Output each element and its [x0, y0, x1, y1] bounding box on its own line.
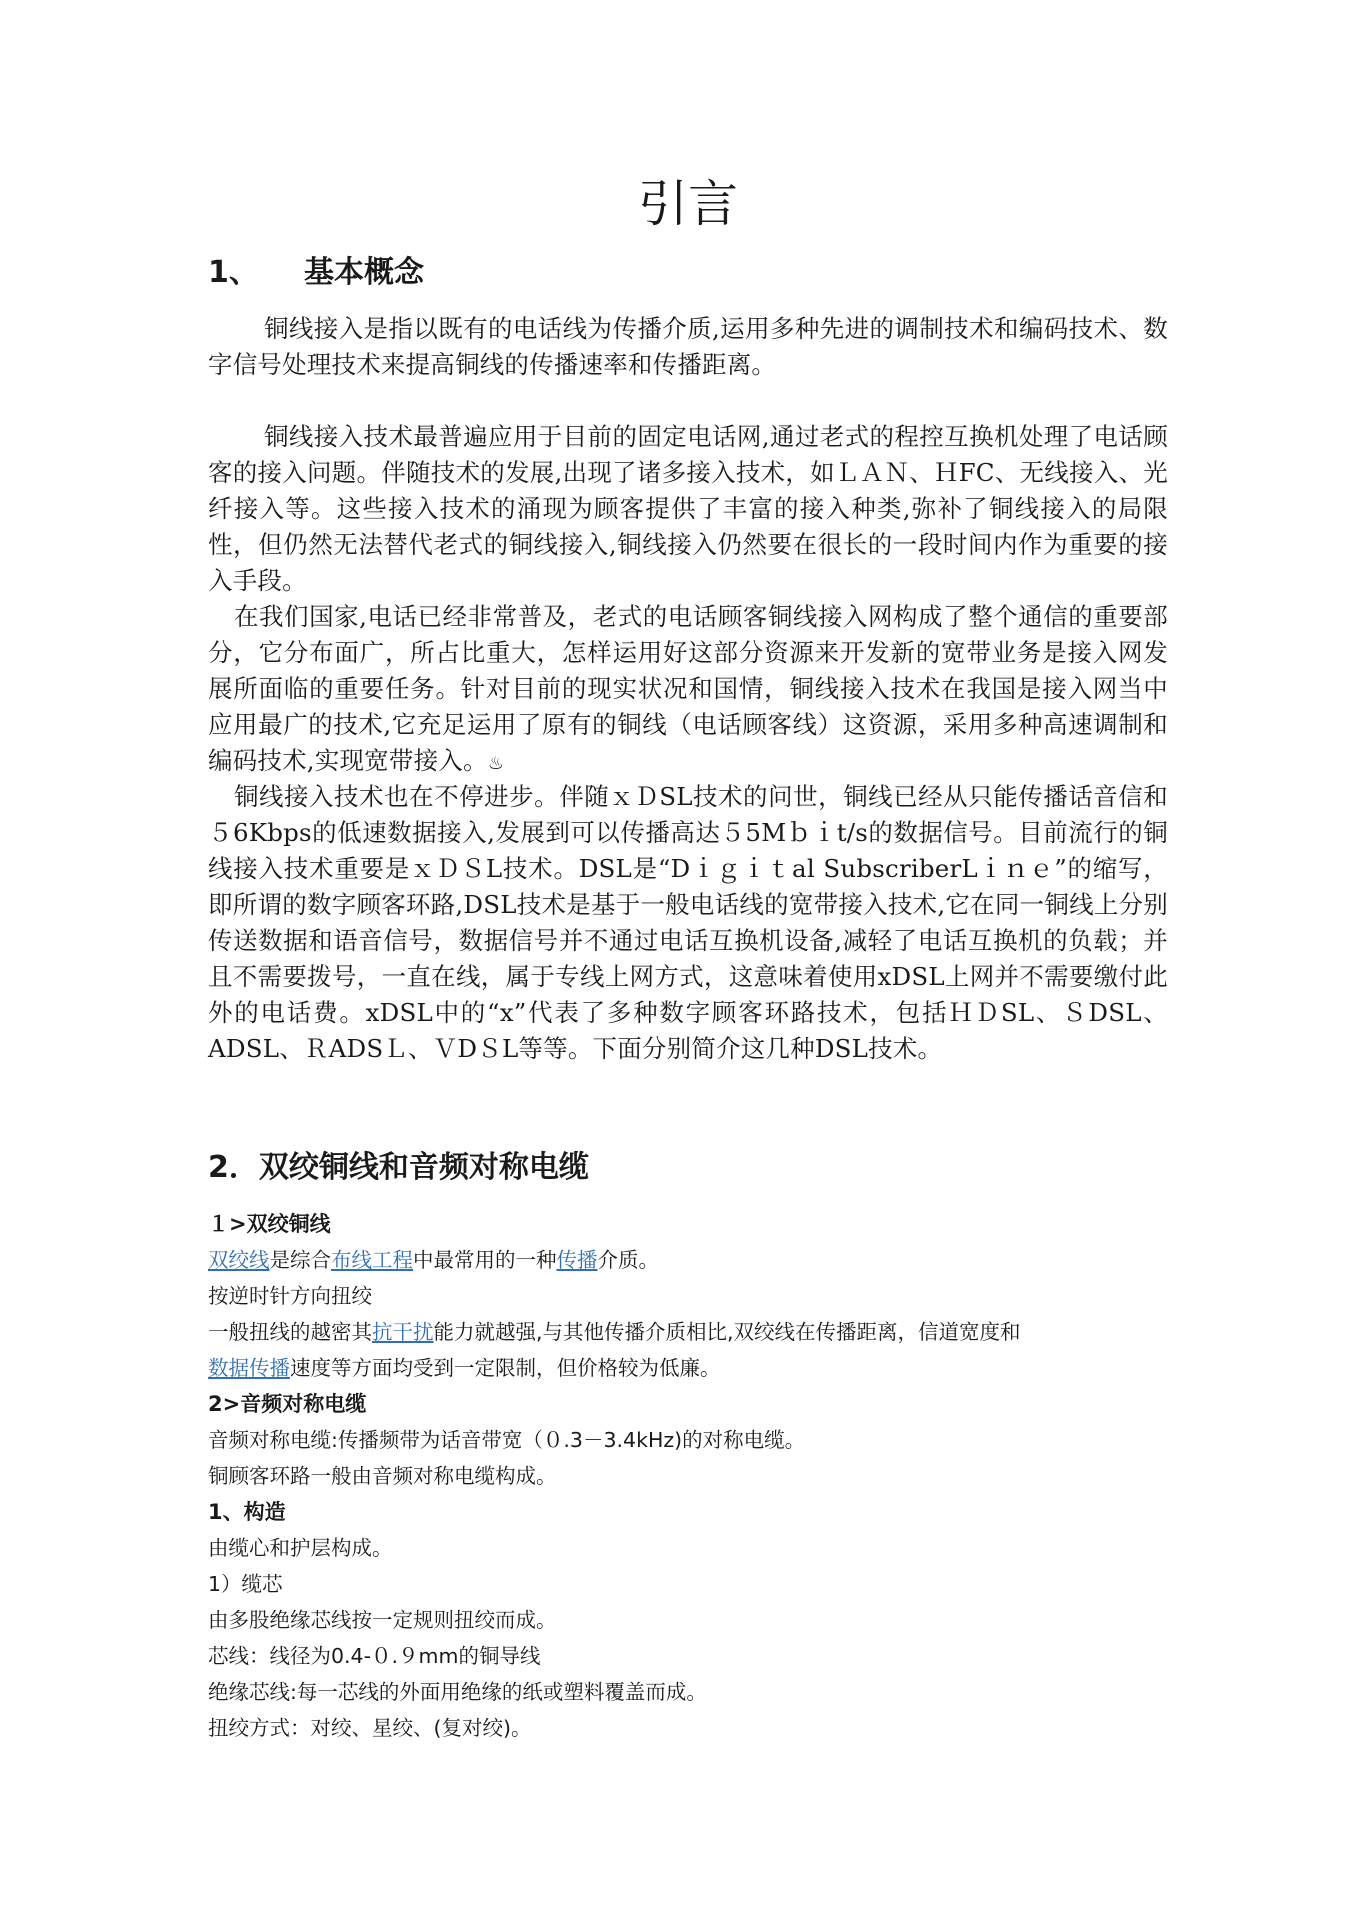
link-cabling-engineering[interactable]: 布线工程: [331, 1248, 413, 1272]
document-title: 引言: [638, 175, 738, 233]
paragraph-1: 铜线接入是指以既有的电话线为传播介质,运用多种先进的调制技术和编码技术、数字信号处理技术来提高铜线的传播速率和传播距离。: [208, 314, 1168, 379]
paragraph-2: 铜线接入技术最普遍应用于目前的固定电话网,通过老式的程控互换机处理了电话顾客的接入问题。伴随技术的发展,出现了诸多接入技术，如ＬＡＮ、ＨFC、无线接入、光纤接入等。这些接入技术的涌现为顾客提供了丰富的接入种类,弥补了铜线接入的局限性，但仍然无法替代老式的铜线接入,铜线接入仍然要在很长的一段时间内作为重要的接入手段。: [208, 422, 1168, 595]
line-insulated-core: 绝缘芯线:每一芯线的外面用绝缘的纸或塑料覆盖而成。: [208, 1680, 707, 1704]
subheading-structure: 1、构造: [208, 1500, 286, 1524]
line-twisted-pair-definition: [208, 1242, 1168, 1278]
line-data-transmission: [208, 1350, 1168, 1386]
line-twist-density: [208, 1314, 1168, 1350]
section-1-title: 基本概念: [304, 255, 424, 290]
line-twist-method: 扭绞方式：对绞、星绞、(复对绞)。: [208, 1716, 532, 1740]
section-1-number: 1、: [208, 255, 259, 290]
text-segment: 是综合: [269, 1248, 331, 1272]
subheading-twisted-pair: １>双绞铜线: [208, 1212, 331, 1236]
line-core-composition: 由多股绝缘芯线按一定规则扭绞而成。: [208, 1608, 557, 1632]
link-data-transmission[interactable]: 数据传播: [208, 1356, 290, 1380]
paragraph-4: 铜线接入技术也在不停进步。伴随ｘＤSL技术的问世，铜线已经从只能传播话音信和５6Kbps的低速数据接入,发展到可以传播高达５5Mｂｉt/s的数据信号。目前流行的铜线接入技术重要是ｘＤＳL技术。DSL是“Dｉｇｉｔal SubscriberLｉｎｅ”的缩写，即所谓的数字顾客环路,DSL技术是基于一般电话线的宽带接入技术,它在同一铜线上分别传送数据和语音信号，数据信号并不通过电话互换机设备,减轻了电话互换机的负载；并且不需要拨号，一直在线，属于专线上网方式，这意味着使用xDSL上网并不需要缴付此外的电话费。xDSL中的“x”代表了多种数字顾客环路技术，包括ＨＤSL、ＳDSL、ADSL、ＲADSＬ、ＶDＳL等等。下面分别简介这几种DSL技术。: [208, 782, 1168, 1063]
line-core-wire: 芯线：线径为0.4-０.９mm的铜导线: [208, 1644, 541, 1668]
text-segment: 速度等方面均受到一定限制，但价格较为低廉。: [290, 1356, 721, 1380]
text-segment: 介质。: [597, 1248, 659, 1272]
text-segment: 能力就越强,与其他传播介质相比,双绞线在传播距离，信道宽度和: [433, 1320, 1021, 1344]
section-2-body: [208, 1206, 1168, 1746]
line-cable-core: 1）缆芯: [208, 1572, 283, 1596]
link-twisted-pair[interactable]: 双绞线: [208, 1248, 270, 1272]
link-transmission[interactable]: 传播: [556, 1248, 598, 1272]
line-audio-cable-definition: 音频对称电缆:传播频带为话音带宽（０.3－3.4kHz)的对称电缆。: [208, 1428, 806, 1452]
paragraph-3-text: 在我们国家,电话已经非常普及，老式的电话顾客铜线接入网构成了整个通信的重要部分，它分布面广，所占比重大，怎样运用好这部分资源来开发新的宽带业务是接入网发展所面临的重要任务。针对目前的现实状况和国情，铜线接入技术在我国是接入网当中应用最广的技术,它充足运用了原有的铜线（电话顾客线）这资源，采用多种高速调制和编码技术,实现宽带接入。: [208, 602, 1168, 775]
subheading-audio-cable: 2>音频对称电缆: [208, 1392, 367, 1416]
text-segment: 一般扭线的越密其: [208, 1320, 372, 1344]
line-subscriber-loop: 铜顾客环路一般由音频对称电缆构成。: [208, 1464, 557, 1488]
anchor-mark-icon: ♨: [487, 753, 505, 774]
link-anti-interference[interactable]: 抗干扰: [372, 1320, 434, 1344]
text-segment: 中最常用的一种: [413, 1248, 557, 1272]
section-1-heading: [208, 253, 424, 293]
line-twist-direction: 按逆时针方向扭绞: [208, 1284, 372, 1308]
section-2-heading: 2．双绞铜线和音频对称电缆: [208, 1150, 589, 1185]
paragraph-3: [208, 599, 1168, 782]
line-structure: 由缆心和护层构成。: [208, 1536, 393, 1560]
